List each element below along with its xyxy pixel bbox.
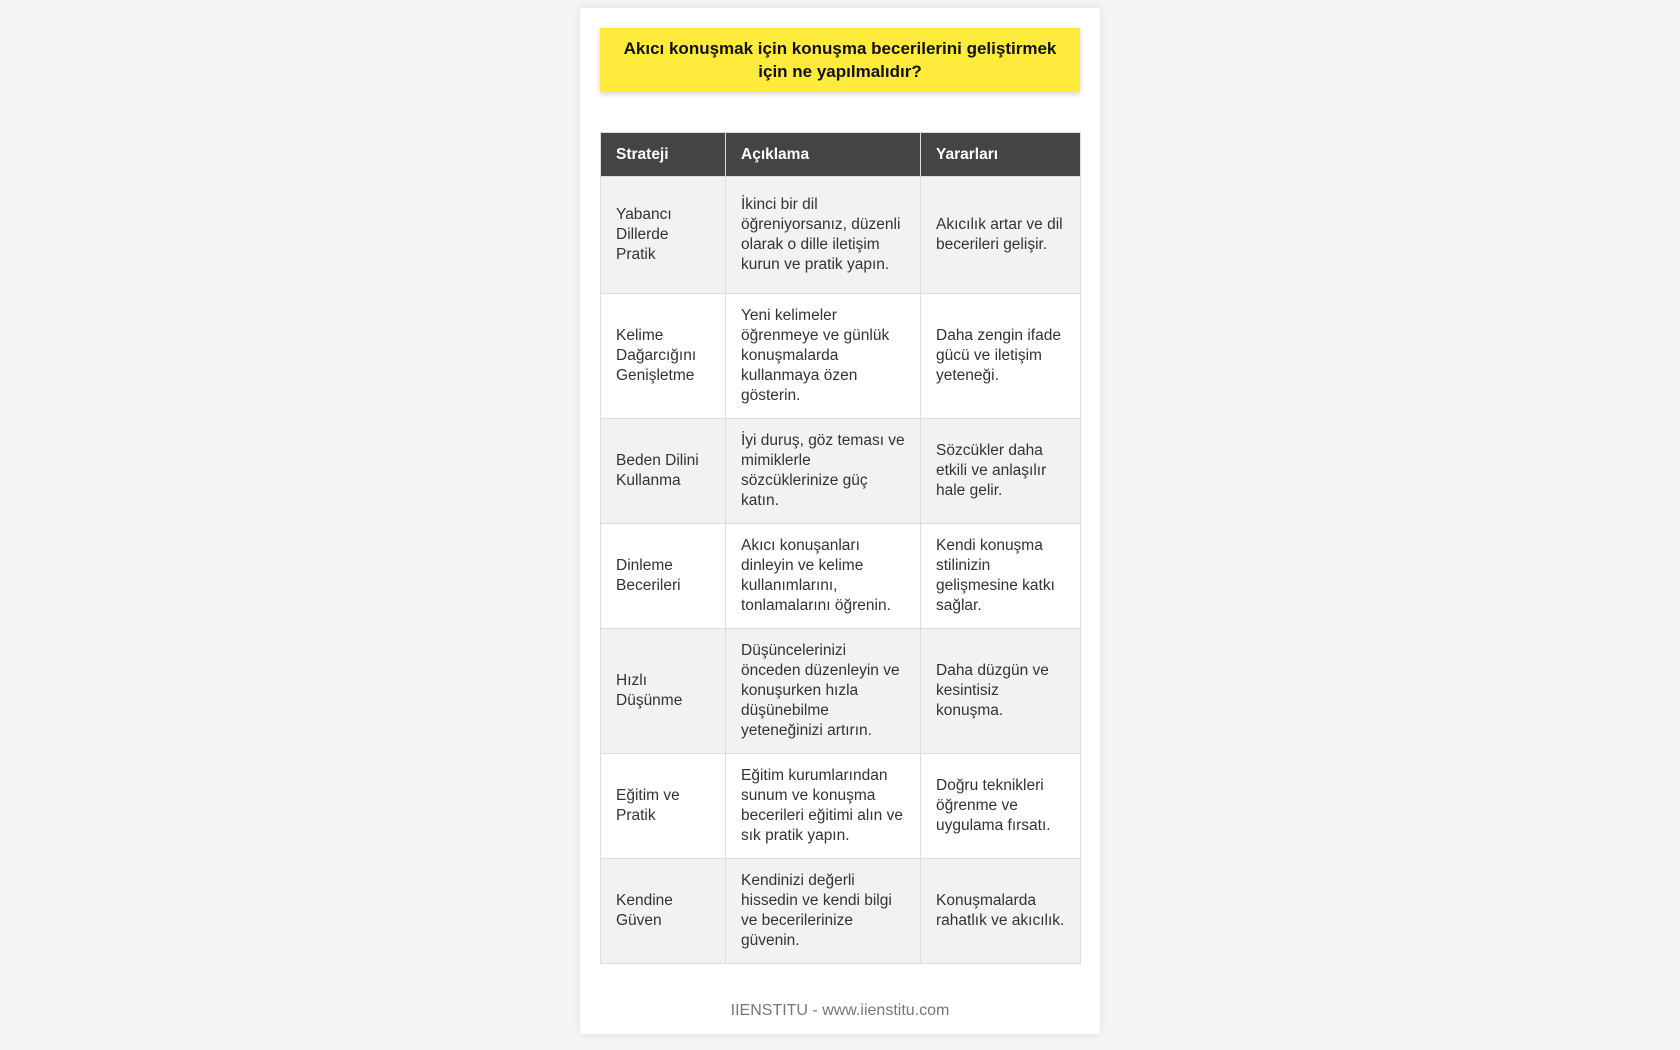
cell-benefits: Kendi konuşma stilinizin gelişmesine katkı sağlar. (921, 524, 1081, 629)
cell-benefits: Doğru teknikleri öğrenme ve uygulama fırsatı. (921, 754, 1081, 859)
table-row (601, 859, 1081, 964)
cell-description: Kendinizi değerli hissedin ve kendi bilgi ve becerilerinize güvenin. (726, 859, 921, 964)
table-row (601, 524, 1081, 629)
table-row (601, 754, 1081, 859)
cell-strategy: Hızlı Düşünme (601, 629, 726, 754)
cell-benefits: Daha zengin ifade gücü ve iletişim yeteneği. (921, 294, 1081, 419)
content-card (580, 8, 1100, 1034)
table-row (601, 294, 1081, 419)
cell-description: İkinci bir dil öğreniyorsanız, düzenli olarak o dille iletişim kurun ve pratik yapın. (726, 177, 921, 294)
strategy-table (600, 132, 1081, 964)
title-banner (600, 28, 1080, 92)
cell-benefits: Daha düzgün ve kesintisiz konuşma. (921, 629, 1081, 754)
cell-strategy: Kelime Dağarcığını Genişletme (601, 294, 726, 419)
cell-description: Yeni kelimeler öğrenmeye ve günlük konuşmalarda kullanmaya özen gösterin. (726, 294, 921, 419)
header-benefits: Yararları (921, 133, 1081, 177)
page-title: Akıcı konuşmak için konuşma becerilerini geliştirmek için ne yapılmalıdır? (623, 39, 1057, 81)
cell-strategy: Eğitim ve Pratik (601, 754, 726, 859)
table-row (601, 177, 1081, 294)
header-description: Açıklama (726, 133, 921, 177)
table-row (601, 629, 1081, 754)
cell-strategy: Beden Dilini Kullanma (601, 419, 726, 524)
cell-benefits: Sözcükler daha etkili ve anlaşılır hale gelir. (921, 419, 1081, 524)
cell-strategy: Kendine Güven (601, 859, 726, 964)
cell-strategy: Yabancı Dillerde Pratik (601, 177, 726, 294)
cell-description: İyi duruş, göz teması ve mimiklerle sözcüklerinize güç katın. (726, 419, 921, 524)
cell-strategy: Dinleme Becerileri (601, 524, 726, 629)
cell-description: Düşüncelerinizi önceden düzenleyin ve konuşurken hızla düşünebilme yeteneğinizi artırın. (726, 629, 921, 754)
table-header-row (601, 133, 1081, 177)
cell-description: Eğitim kurumlarından sunum ve konuşma becerileri eğitimi alın ve sık pratik yapın. (726, 754, 921, 859)
cell-benefits: Akıcılık artar ve dil becerileri gelişir. (921, 177, 1081, 294)
table-row (601, 419, 1081, 524)
cell-benefits: Konuşmalarda rahatlık ve akıcılık. (921, 859, 1081, 964)
header-strategy: Strateji (601, 133, 726, 177)
cell-description: Akıcı konuşanları dinleyin ve kelime kullanımlarını, tonlamalarını öğrenin. (726, 524, 921, 629)
footer-credit: IIENSTITU - www.iienstitu.com (730, 1002, 950, 1019)
